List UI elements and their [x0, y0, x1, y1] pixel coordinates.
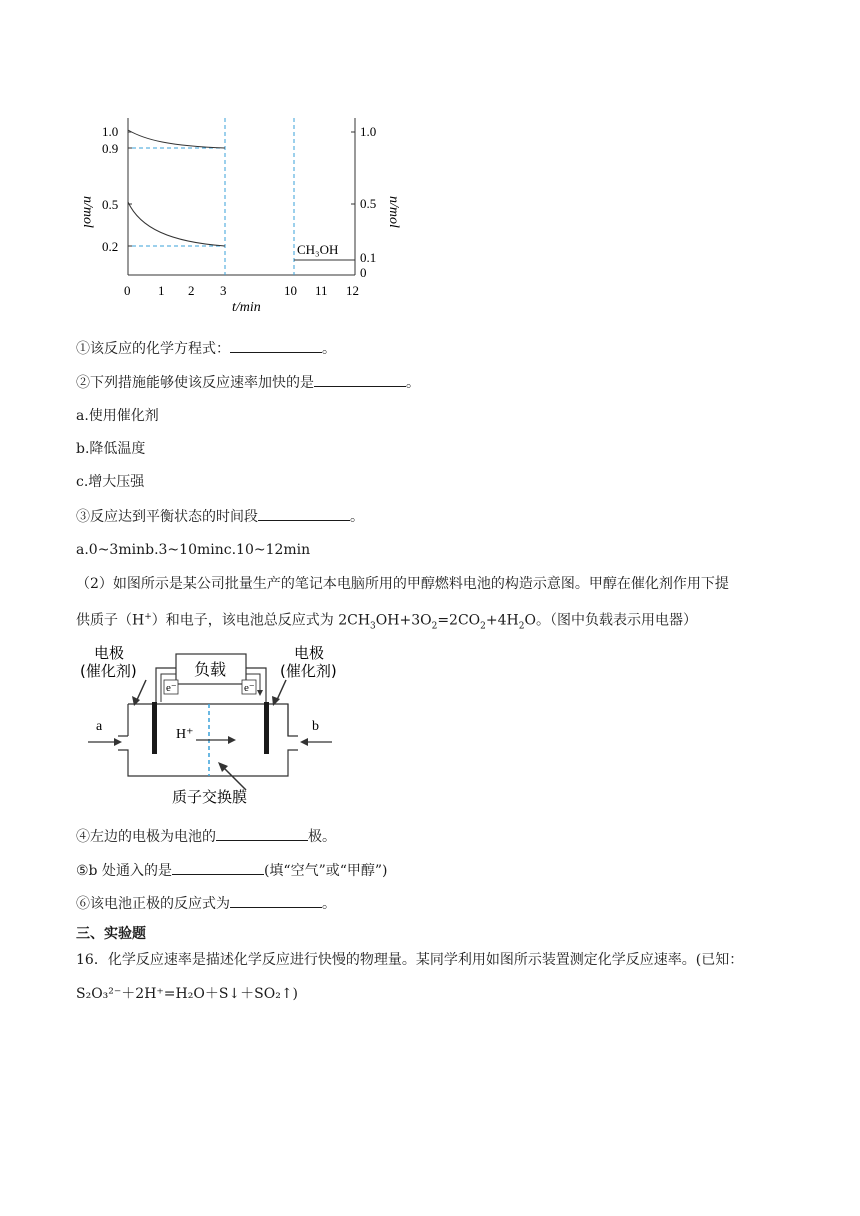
left-electrode-label: 电极: [94, 644, 125, 662]
y-right-tick: 1.0: [360, 124, 377, 139]
x-tick: 3: [220, 283, 227, 298]
right-electrode-label: 电极: [294, 644, 325, 662]
left-electrode-label-2: (催化剂): [80, 662, 137, 680]
section-title: 三、实验题: [76, 926, 146, 942]
left-electrode: [152, 702, 157, 754]
fuel-cell-diagram: [76, 640, 356, 810]
y-axis-label-right: n/mol: [386, 196, 401, 228]
x-tick: 10: [284, 283, 297, 298]
option-b: b.降低温度: [76, 441, 146, 457]
answer-blank[interactable]: [216, 826, 308, 841]
answer-blank[interactable]: [314, 372, 406, 387]
option-c: c.增大压强: [76, 474, 145, 490]
answer-blank[interactable]: [258, 506, 350, 521]
question-16-line-1: 16．化学反应速率是描述化学反应进行快慢的物理量。某同学利用如图所示装置测定化学反应速率。(已知：: [76, 952, 744, 968]
y-left-tick: 0.5: [102, 197, 119, 212]
y-axis-label-left: n/mol: [80, 196, 95, 228]
part-2-intro-cont: 供质子（H+）和电子，该电池总反应式为 $2CH_3OH+3O_2=2CO_2+4H_2O$。（图中负载表示用电器）: [76, 612, 697, 632]
option-a: a.使用催化剂: [76, 408, 159, 424]
question-2: ②下列措施能够使该反应速率加快的是 。: [76, 372, 420, 393]
question-4: ④左边的电极为电池的 极。: [76, 826, 336, 847]
electron-label-left: e⁻: [166, 682, 177, 694]
answer-blank[interactable]: [230, 893, 322, 908]
question-16-line-2: S₂O₃²⁻＋2H⁺=H₂O＋S↓＋SO₂↑): [76, 986, 299, 1002]
question-1: ①该反应的化学方程式： 。: [76, 338, 336, 359]
y-right-tick: 0: [360, 265, 367, 280]
x-tick: 1: [158, 283, 165, 298]
y-right-tick: 0.1: [360, 250, 377, 265]
electron-label-right: e⁻: [244, 682, 255, 694]
y-right-tick: 0.5: [360, 196, 377, 211]
membrane-label: 质子交换膜: [172, 788, 248, 806]
question-6: ⑥该电池正极的反应式为 。: [76, 893, 336, 914]
series-label: CH₃OH: [297, 242, 339, 257]
part-2-intro: （2）如图所示是某公司批量生产的笔记本电脑所用的甲醇燃料电池的构造示意图。甲醇在催化剂作用下提: [76, 576, 729, 592]
question-3-options: a.0~3minb.3~10minc.10~12min: [76, 542, 311, 558]
y-left-tick: 0.2: [102, 239, 119, 254]
y-left-tick: 1.0: [102, 124, 119, 139]
right-electrode: [264, 702, 269, 754]
answer-blank[interactable]: [230, 338, 322, 353]
x-tick: 11: [315, 283, 328, 298]
inlet-b-label: b: [312, 719, 319, 734]
question-3: ③反应达到平衡状态的时间段 。: [76, 506, 364, 527]
mole-time-graph: [70, 110, 410, 320]
load-label: 负载: [194, 660, 227, 679]
x-tick: 0: [124, 283, 131, 298]
proton-label: H⁺: [176, 727, 194, 742]
y-left-tick: 0.9: [102, 141, 119, 156]
x-axis-label: t/min: [232, 300, 261, 315]
x-tick: 12: [346, 283, 359, 298]
question-5: ⑤b 处通入的是 (填“空气”或“甲醇”): [76, 860, 388, 881]
right-electrode-label-2: (催化剂): [280, 662, 337, 680]
x-tick: 2: [188, 283, 195, 298]
answer-blank[interactable]: [172, 860, 264, 875]
inlet-a-label: a: [96, 719, 103, 734]
